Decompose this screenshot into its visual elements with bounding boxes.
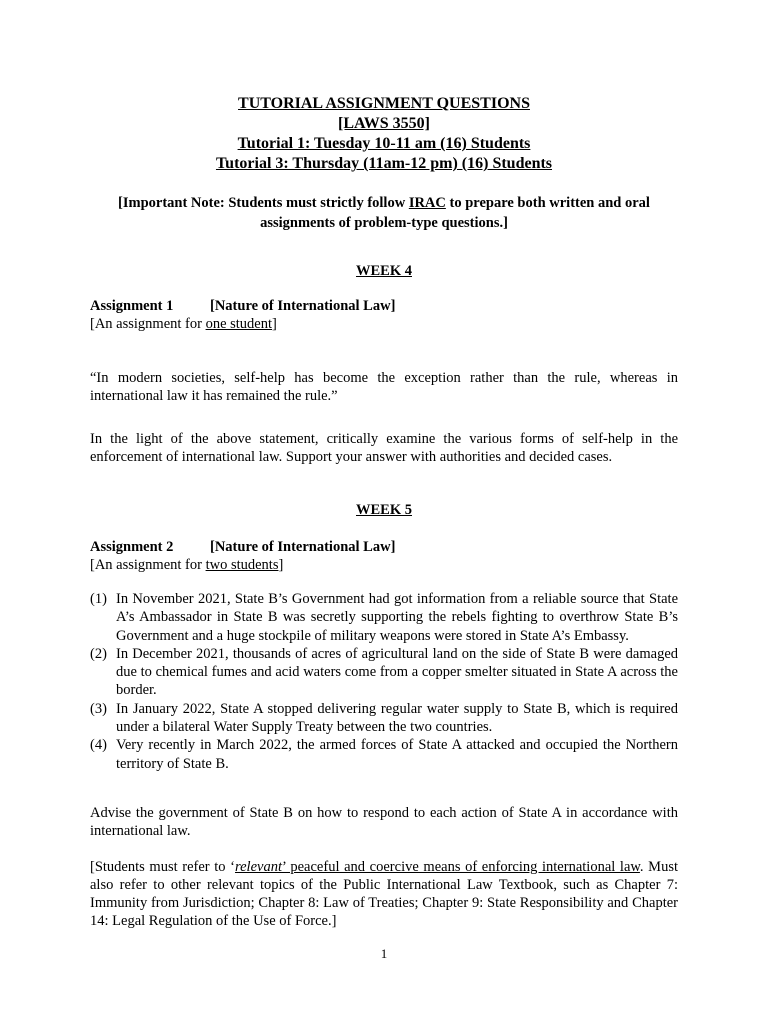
item-text: In November 2021, State B’s Government had got information from a reliable source that State A’s Ambassador in State B was secretly supporting the rebels fighting to overthrow State B’s Government and a huge stockpile of military weapons were stored in State A’s Embassy. [116, 591, 678, 644]
title-line-1: TUTORIAL ASSIGNMENT QUESTIONS [238, 95, 530, 112]
item-text: Very recently in March 2022, the armed forces of State A attacked and occupied the Northern territory of State B. [116, 737, 678, 772]
item-number: (2) [90, 645, 107, 662]
students-refer-note [90, 858, 678, 930]
list-item [90, 700, 678, 737]
refer-means: ’ peaceful and coercive means of enforcing international law [281, 859, 640, 875]
week-5-heading: WEEK 5 [356, 502, 412, 518]
tutorial-3-schedule: Tutorial 3: Thursday (11am-12 pm) (16) Students [215, 155, 553, 172]
week-4-heading: WEEK 4 [356, 263, 412, 279]
assignment-2-for-who: two students [205, 557, 279, 573]
assignment-1-header [90, 297, 678, 333]
refer-rest: . Must also refer to other relevant topics of the Public International Law Textbook, such as Chapter 7: Immunity from Jurisdiction; Chapter 8: Law of Treaties; Chapter 9: State Responsibility and Chapter 14: Legal Regulation of the Use of Force.] [90, 859, 678, 929]
assignment-1-for-suffix: ] [272, 316, 277, 332]
item-number: (3) [90, 700, 107, 717]
assignment-1-label: Assignment 1 [90, 298, 174, 314]
assignment-1-question: In the light of the above statement, critically examine the various forms of self-help in the enforcement of international law. Support your answer with authorities and decided cases. [90, 431, 678, 465]
list-item [90, 736, 678, 773]
list-item [90, 645, 678, 700]
irac-term: IRAC [408, 195, 446, 211]
assignment-2-label: Assignment 2 [90, 539, 174, 555]
page-number: 1 [380, 946, 388, 961]
note-prefix: [Important Note: Students must strictly follow [118, 195, 409, 211]
assignment-2-header [90, 538, 678, 574]
document-page [90, 0, 678, 1024]
item-text: In January 2022, State A stopped delivering regular water supply to State B, which is required under a bilateral Water Supply Treaty between the two countries. [116, 700, 678, 736]
important-note [90, 193, 678, 233]
note-suffix: to prepare both written and oral assignments of problem-type questions.] [260, 195, 650, 231]
refer-relevant: relevant [235, 859, 282, 875]
assignment-1-for-who: one student [205, 316, 273, 332]
scenario-list [90, 590, 678, 773]
assignment-1-quote: “In modern societies, self-help has become the exception rather than the rule, whereas in international law it has remained the rule.” [90, 370, 678, 404]
assignment-2-topic: [Nature of International Law] [210, 539, 396, 555]
assignment-1-topic: [Nature of International Law] [210, 298, 396, 314]
assignment-2-for-suffix: ] [278, 557, 284, 573]
assignment-2-for-prefix: [An assignment for [90, 557, 206, 573]
advise-instruction: Advise the government of State B on how to respond to each action of State A in accordance with international law. [90, 805, 678, 839]
document-title [90, 94, 678, 174]
tutorial-1-schedule: Tutorial 1: Tuesday 10-11 am (16) Students [237, 135, 531, 152]
item-number: (1) [90, 591, 107, 607]
refer-prefix: [Students must refer to ‘ [90, 859, 235, 875]
list-item [90, 590, 678, 645]
assignment-1-for-prefix: [An assignment for [90, 316, 206, 332]
item-number: (4) [90, 737, 107, 754]
course-code: [LAWS 3550] [337, 115, 430, 132]
item-text: In December 2021, thousands of acres of agricultural land on the side of State B were damaged due to chemical fumes and acid waters come from a copper smelter situated in State A across the border. [116, 645, 678, 699]
